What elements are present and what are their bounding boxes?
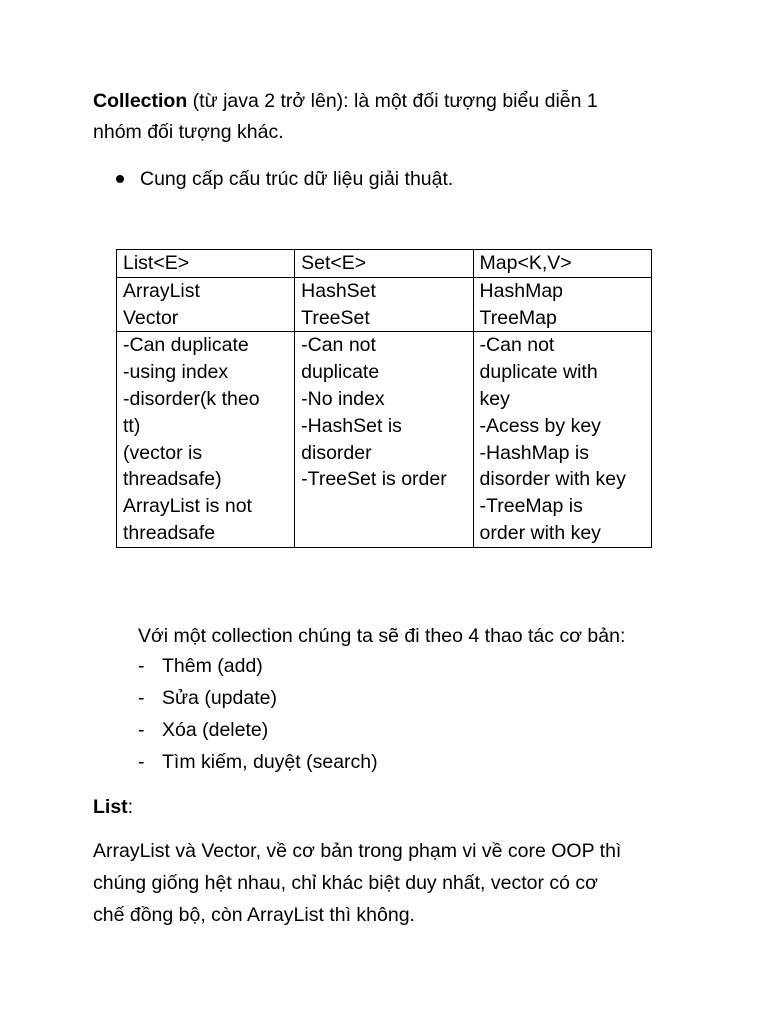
list-section-heading	[93, 792, 133, 822]
operation-search: Tìm kiếm, duyệt (search)	[162, 751, 378, 773]
set-notes	[295, 332, 473, 547]
note-line: ArrayList is not	[123, 495, 252, 518]
list-section-paragraph	[93, 835, 713, 931]
note-line: -using index	[123, 361, 229, 384]
dash-marker: -	[138, 655, 145, 677]
note-line: (vector is	[123, 441, 203, 464]
note-line: disorder with key	[479, 468, 626, 491]
impl-hashset: HashSet	[301, 279, 376, 302]
map-notes	[473, 332, 651, 547]
impl-treeset: TreeSet	[301, 306, 370, 329]
note-line: -Can not	[301, 334, 376, 357]
collection-term: Collection	[93, 90, 188, 112]
note-line: -disorder(k theo	[123, 387, 260, 410]
impl-treemap: TreeMap	[479, 306, 557, 329]
bullet-text: Cung cấp cấu trúc dữ liệu giải thuật.	[140, 168, 454, 190]
dash-marker: -	[138, 687, 145, 709]
note-line: -HashMap is	[479, 441, 589, 464]
list-heading-term: List	[93, 796, 128, 818]
note-line: disorder	[301, 441, 372, 464]
note-line: threadsafe	[123, 521, 216, 544]
note-line: key	[479, 387, 510, 410]
note-line: tt)	[123, 414, 141, 437]
list-notes	[117, 332, 295, 547]
list-item	[138, 746, 378, 778]
bullet-dot-icon	[116, 175, 124, 183]
note-line: -HashSet is	[301, 414, 402, 437]
note-line: threadsafe)	[123, 468, 222, 491]
table-row-implementations	[117, 277, 652, 332]
operation-delete: Xóa (delete)	[162, 719, 269, 741]
operation-update: Sửa (update)	[162, 687, 277, 709]
impl-hashmap: HashMap	[479, 279, 564, 302]
impl-vector: Vector	[123, 306, 179, 329]
note-line: -No index	[301, 387, 385, 410]
list-item	[138, 714, 378, 746]
note-line: order with key	[479, 521, 601, 544]
note-line: duplicate with	[479, 361, 598, 384]
set-implementations	[295, 277, 473, 332]
list-item	[138, 650, 378, 682]
intro-paragraph	[93, 86, 693, 148]
intro-line1: (từ java 2 trở lên): là một đối tượng biểu diễn 1	[187, 90, 598, 112]
bullet-item	[116, 165, 453, 193]
note-line: -Can not	[479, 334, 555, 357]
operations-list	[138, 650, 378, 778]
operations-intro: Với một collection chúng ta sẽ đi theo 4 thao tác cơ bản:	[138, 625, 626, 647]
impl-arraylist: ArrayList	[123, 279, 200, 302]
dash-marker: -	[138, 751, 145, 773]
intro-line2: nhóm đối tượng khác.	[93, 121, 284, 143]
header-set: Set<E>	[295, 250, 473, 278]
list-item	[138, 682, 378, 714]
list-implementations	[117, 277, 295, 332]
note-line: -Can duplicate	[123, 334, 249, 357]
table-row-notes	[117, 332, 652, 547]
paragraph-line: chế đồng bộ, còn ArrayList thì không.	[93, 904, 415, 926]
map-implementations	[473, 277, 651, 332]
paragraph-line: chúng giống hệt nhau, chỉ khác biệt duy nhất, vector có cơ	[93, 872, 598, 894]
paragraph-line: ArrayList và Vector, về cơ bản trong phạm vi về core OOP thì	[93, 840, 622, 862]
table-header-row	[117, 250, 652, 278]
header-map: Map<K,V>	[473, 250, 651, 278]
list-heading-colon: :	[127, 796, 134, 818]
dash-marker: -	[138, 719, 145, 741]
note-line: -TreeMap is	[479, 495, 583, 518]
collection-table	[116, 249, 652, 548]
note-line: duplicate	[301, 361, 380, 384]
note-line: -TreeSet is order	[301, 468, 447, 491]
note-line: -Acess by key	[479, 414, 601, 437]
operation-add: Thêm (add)	[162, 655, 263, 677]
header-list: List<E>	[117, 250, 295, 278]
